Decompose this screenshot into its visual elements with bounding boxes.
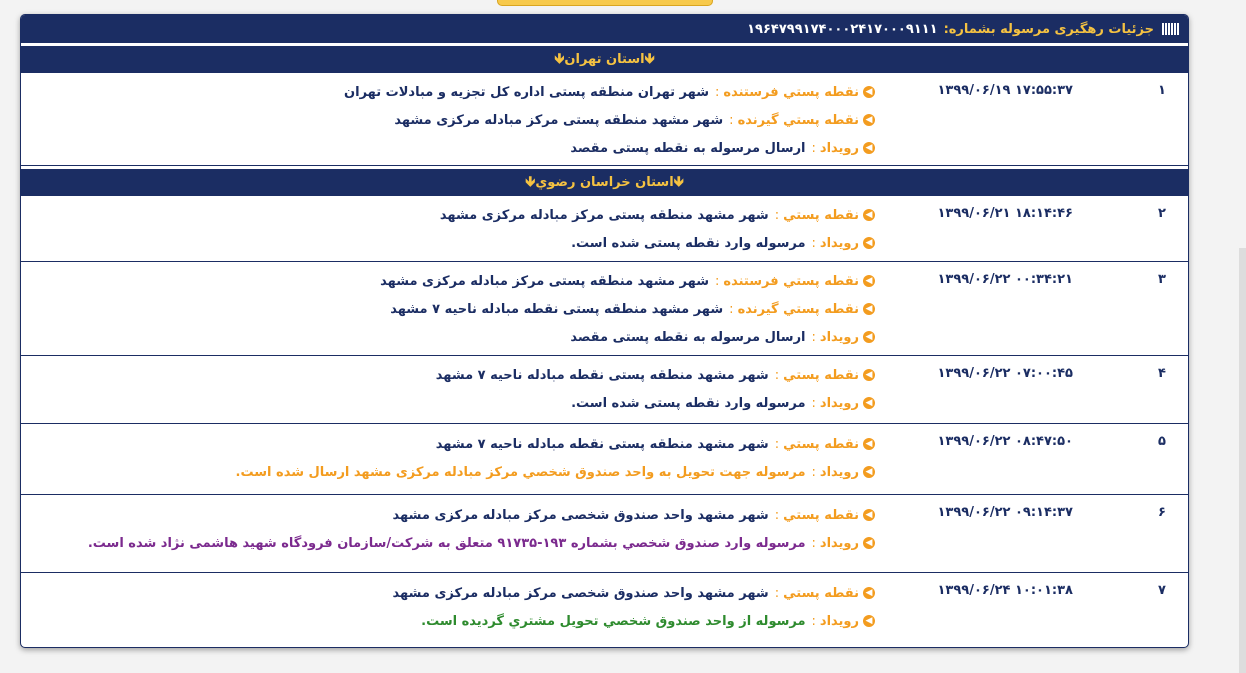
arrow-circle-icon: ◀ (863, 142, 875, 154)
event-line: ◀ رويداد : مرسوله جهت تحویل به واحد صندوق شخصي مرکز مبادله مرکزی مشهد ارسال شده است. (236, 458, 875, 486)
point-label: نقطه پستي (783, 585, 859, 601)
point-value: شهر مشهد منطقه پستی نقطه مبادله ناحیه ۷ مشهد (435, 436, 769, 452)
barcode-icon (1162, 23, 1180, 35)
row-time: ۰۸:۴۷:۵۰ ۱۳۹۹/۰۶/۲۲ (937, 434, 1073, 449)
row-time: ۱۰:۰۱:۳۸ ۱۳۹۹/۰۶/۲۴ (937, 583, 1073, 598)
arrow-circle-icon: ◀ (863, 237, 875, 249)
row-number: ۶ (1158, 505, 1166, 520)
point-line: ◀ نقطه پستي : شهر مشهد واحد صندوق شخصی مرکز مبادله مرکزی مشهد (393, 579, 875, 607)
table-row (21, 424, 1188, 495)
province-name: استان خراسان رضوي (535, 175, 674, 190)
row-number: ۳ (1158, 272, 1166, 287)
arrow-circle-icon: ◀ (863, 209, 875, 221)
arrow-circle-icon: ◀ (863, 114, 875, 126)
arrow-circle-icon: ◀ (863, 537, 875, 549)
event-label: رويداد (819, 613, 859, 629)
row-time: ۱۸:۱۴:۴۶ ۱۳۹۹/۰۶/۲۱ (937, 206, 1073, 221)
sender-value: شهر تهران منطقه پستی اداره کل تجزیه و مبادلات تهران (344, 84, 710, 100)
sender-label: نقطه پستي فرستنده (723, 84, 859, 100)
receiver-label: نقطه پستي گيرنده (737, 112, 859, 128)
row-time: ۰۷:۰۰:۴۵ ۱۳۹۹/۰۶/۲۲ (937, 366, 1073, 381)
event-value: مرسوله وارد نقطه پستی شده است. (571, 235, 806, 251)
event-value: مرسوله وارد صندوق شخصي بشماره ۱۹۳-۹۱۷۳۵ متعلق به شرکت/سازمان فرودگاه شهيد هاشمی نژاد شده است. (87, 535, 806, 551)
point-label: نقطه پستي (783, 207, 859, 223)
row-number: ۲ (1158, 206, 1166, 221)
arrow-circle-icon: ◀ (863, 331, 875, 343)
event-value: مرسوله جهت تحویل به واحد صندوق شخصي مرکز مبادله مرکزی مشهد ارسال شده است. (235, 464, 806, 480)
event-value: مرسوله از واحد صندوق شخصي تحويل مشتري گرديده است. (421, 613, 806, 629)
arrow-circle-icon: ◀ (863, 615, 875, 627)
table-row (21, 356, 1188, 424)
event-value: مرسوله وارد نقطه پستی شده است. (571, 395, 806, 411)
point-label: نقطه پستي (783, 507, 859, 523)
event-label: رويداد (819, 235, 859, 251)
event-line: ◀ رويداد : مرسوله وارد صندوق شخصي بشماره ۱۹۳-۹۱۷۳۵ متعلق به شرکت/سازمان فرودگاه شهيد هاشمی نژاد شده است. (88, 529, 875, 557)
event-line: ◀ رويداد : مرسوله از واحد صندوق شخصي تحويل مشتري گرديده است. (393, 607, 875, 635)
point-line: ◀ نقطه پستي : شهر مشهد منطقه پستی نقطه مبادله ناحیه ۷ مشهد (236, 430, 875, 458)
sender-line: ◀ نقطه پستي فرستنده : شهر مشهد منطقه پستی مرکز مبادله مرکزی مشهد (380, 267, 875, 295)
event-line: ◀ رويداد : مرسوله وارد نقطه پستی شده است. (436, 389, 875, 417)
event-label: رويداد (819, 140, 859, 156)
sender-label: نقطه پستي فرستنده (723, 273, 859, 289)
row-time: ۰۹:۱۴:۳۷ ۱۳۹۹/۰۶/۲۲ (937, 505, 1073, 520)
province-header-khorasan (21, 166, 1188, 196)
point-line: ◀ نقطه پستي : شهر مشهد منطقه پستی نقطه مبادله ناحیه ۷ مشهد (436, 361, 875, 389)
receiver-value: شهر مشهد منطقه پستی نقطه مبادله ناحیه ۷ مشهد (390, 301, 724, 317)
event-label: رويداد (819, 464, 859, 480)
province-header-tehran (21, 43, 1188, 73)
tracking-panel (20, 14, 1189, 648)
arrow-circle-icon: ◀ (863, 397, 875, 409)
page-scrollbar[interactable] (1239, 248, 1246, 673)
arrow-circle-icon: ◀ (863, 509, 875, 521)
event-label: رويداد (819, 395, 859, 411)
point-line: ◀ نقطه پستي : شهر مشهد واحد صندوق شخصی مرکز مبادله مرکزی مشهد (88, 501, 875, 529)
arrow-circle-icon: ◀ (863, 86, 875, 98)
arrow-circle-icon: ◀ (863, 466, 875, 478)
top-tab-decoration (497, 0, 713, 6)
row-number: ۱ (1158, 83, 1166, 98)
arrow-down-icon: 🡻 (644, 50, 655, 67)
row-number: ۷ (1158, 583, 1166, 598)
receiver-line: ◀ نقطه پستي گيرنده : شهر مشهد منطقه پستی مرکز مبادله مرکزی مشهد (344, 106, 875, 134)
table-row (21, 573, 1188, 648)
row-time: ۰۰:۳۴:۲۱ ۱۳۹۹/۰۶/۲۲ (937, 272, 1073, 287)
province-name: استان تهران (564, 52, 645, 67)
arrow-down-icon: 🡻 (554, 50, 565, 67)
point-label: نقطه پستي (783, 367, 859, 383)
header-label: جزئیات رهگیری مرسوله بشماره: (943, 21, 1154, 37)
table-row (21, 73, 1188, 166)
arrow-circle-icon: ◀ (863, 587, 875, 599)
event-line: ◀ رويداد : مرسوله وارد نقطه پستی شده است. (440, 229, 875, 257)
tracking-number: ۱۹۶۴۷۹۹۱۷۴۰۰۰۲۴۱۷۰۰۰۹۱۱۱ (747, 21, 938, 37)
sender-line: ◀ نقطه پستي فرستنده : شهر تهران منطقه پستی اداره کل تجزیه و مبادلات تهران (344, 78, 875, 106)
panel-header (21, 15, 1188, 43)
arrow-down-icon: 🡻 (525, 173, 536, 190)
table-row (21, 262, 1188, 356)
point-value: شهر مشهد منطقه پستی نقطه مبادله ناحیه ۷ مشهد (435, 367, 769, 383)
arrow-circle-icon: ◀ (863, 438, 875, 450)
event-value: ارسال مرسوله به نقطه پستی مقصد (570, 140, 806, 156)
row-number: ۴ (1158, 366, 1166, 381)
arrow-circle-icon: ◀ (863, 369, 875, 381)
receiver-line: ◀ نقطه پستي گيرنده : شهر مشهد منطقه پستی نقطه مبادله ناحیه ۷ مشهد (380, 295, 875, 323)
point-line: ◀ نقطه پستي : شهر مشهد منطقه پستی مرکز مبادله مرکزی مشهد (440, 201, 875, 229)
row-time: ۱۷:۵۵:۳۷ ۱۳۹۹/۰۶/۱۹ (937, 83, 1073, 98)
receiver-label: نقطه پستي گيرنده (737, 301, 859, 317)
event-label: رويداد (819, 329, 859, 345)
event-label: رويداد (819, 535, 859, 551)
point-value: شهر مشهد واحد صندوق شخصی مرکز مبادله مرکزی مشهد (392, 585, 769, 601)
point-value: شهر مشهد منطقه پستی مرکز مبادله مرکزی مشهد (439, 207, 769, 223)
table-row (21, 196, 1188, 262)
arrow-circle-icon: ◀ (863, 275, 875, 287)
event-value: ارسال مرسوله به نقطه پستی مقصد (570, 329, 806, 345)
event-line: ◀ رويداد : ارسال مرسوله به نقطه پستی مقصد (380, 323, 875, 351)
table-row (21, 495, 1188, 573)
sender-value: شهر مشهد منطقه پستی مرکز مبادله مرکزی مشهد (380, 273, 710, 289)
row-number: ۵ (1158, 434, 1166, 449)
arrow-down-icon: 🡻 (673, 173, 684, 190)
receiver-value: شهر مشهد منطقه پستی مرکز مبادله مرکزی مشهد (394, 112, 724, 128)
event-line: ◀ رويداد : ارسال مرسوله به نقطه پستی مقصد (344, 134, 875, 162)
point-value: شهر مشهد واحد صندوق شخصی مرکز مبادله مرکزی مشهد (392, 507, 769, 523)
arrow-circle-icon: ◀ (863, 303, 875, 315)
point-label: نقطه پستي (783, 436, 859, 452)
